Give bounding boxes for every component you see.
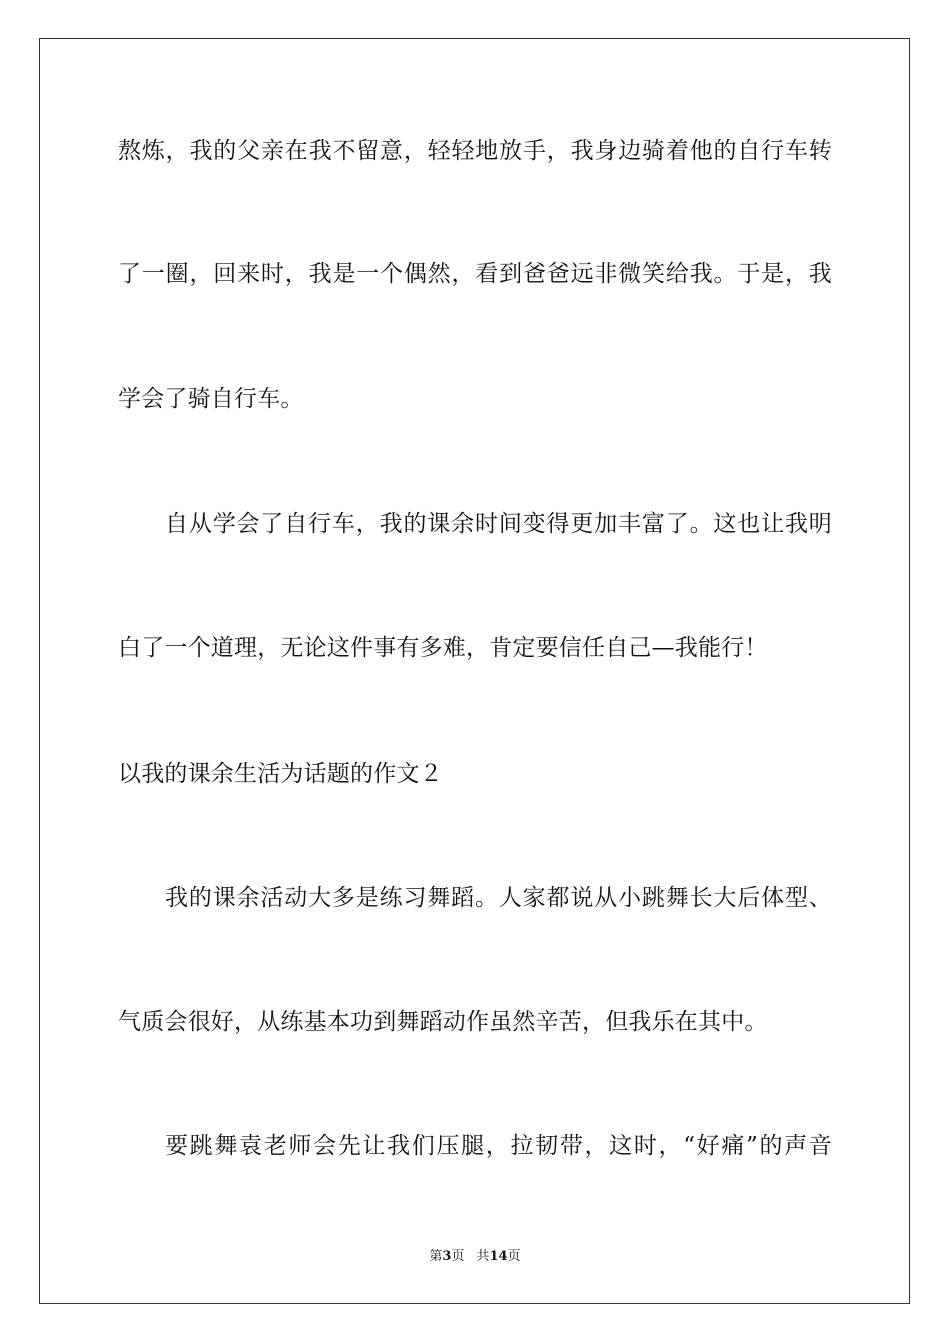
paragraph-line-7: 气质会很好，从练基本功到舞蹈动作虽然辛苦，但我乐在其中。: [118, 1009, 768, 1035]
paragraph-line-1: 熬炼，我的父亲在我不留意，轻轻地放手，我身边骑着他的自行车转: [118, 138, 832, 164]
total-prefix: 共: [476, 1249, 490, 1264]
page-footer: [0, 1248, 950, 1266]
paragraph-line-8: 要跳舞袁老师会先让我们压腿，拉韧带，这时，“好痛”的声音: [165, 1133, 832, 1159]
paragraph-line-4: 自从学会了自行车，我的课余时间变得更加丰富了。这也让我明: [165, 511, 832, 537]
page-suffix: 页: [451, 1249, 465, 1264]
paragraph-line-2: 了一圈，回来时，我是一个偶然，看到爸爸远非微笑给我。于是，我: [118, 261, 832, 287]
paragraph-line-6: 我的课余活动大多是练习舞蹈。人家都说从小跳舞长大后体型、: [165, 885, 832, 911]
essay-heading: 以我的课余生活为话题的作文２: [118, 761, 443, 787]
paragraph-line-5: 白了一个道理，无论这件事有多难，肯定要信任自己—我能行！: [118, 635, 768, 661]
total-pages: 14: [489, 1249, 508, 1264]
page-prefix: 第: [429, 1249, 443, 1264]
page-border: [39, 38, 910, 1304]
paragraph-line-3: 学会了骑自行车。: [118, 386, 304, 412]
page-number: 3: [442, 1249, 452, 1264]
total-suffix: 页: [507, 1249, 521, 1264]
